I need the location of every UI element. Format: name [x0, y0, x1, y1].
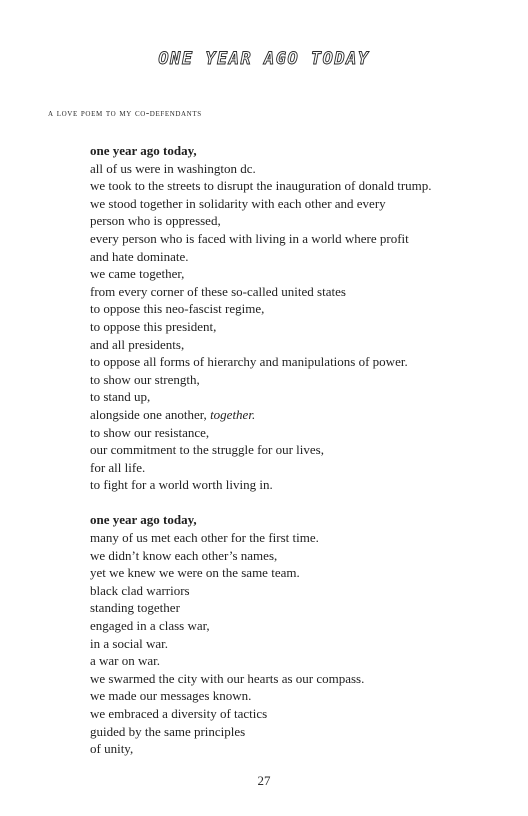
poem-line: engaged in a class war,	[90, 618, 210, 634]
poem-line: every person who is faced with living in a world where profit	[90, 230, 409, 246]
poem-line: we didn’t know each other’s names,	[90, 547, 278, 563]
stanza-opening-line: one year ago today,	[90, 143, 197, 158]
poem-line: of unity,	[90, 741, 134, 757]
poem-stanza	[90, 142, 510, 494]
poem-line: from every corner of these so-called united states	[90, 283, 346, 299]
poem-line: black clad warriors	[90, 582, 190, 598]
poem-line: to show our strength,	[90, 371, 200, 387]
poem-line: to oppose this president,	[90, 318, 217, 334]
poem-line: to show our resistance,	[90, 424, 210, 440]
poem-body	[90, 142, 510, 775]
poem-line: we came together,	[90, 266, 185, 282]
poem-line: all of us were in washington dc.	[90, 160, 256, 176]
poem-line: and all presidents,	[90, 336, 185, 352]
poem-stanza	[90, 511, 510, 757]
page-number: 27	[257, 773, 271, 788]
stanza-opening-line: one year ago today,	[90, 512, 197, 528]
poem-line: to oppose all forms of hierarchy and manipulations of power.	[90, 354, 408, 370]
poem-line: we took to the streets to disrupt the inauguration of donald trump.	[90, 178, 432, 194]
poem-line: we stood together in solidarity with each other and every	[90, 195, 386, 211]
poem-line: we swarmed the city with our hearts as our compass.	[90, 670, 365, 686]
page-title: ONE YEAR AGO TODAY	[158, 49, 370, 69]
poem-line: to oppose this neo-fascist regime,	[90, 301, 265, 317]
emphasized-word: together.	[210, 406, 256, 422]
poem-line: many of us met each other for the first time.	[90, 530, 319, 546]
poem-line: standing together	[90, 600, 180, 616]
poem-line: a war on war.	[90, 653, 161, 669]
poem-line: to stand up,	[90, 389, 151, 405]
poem-subtitle: a love poem to my co-defendants	[48, 108, 202, 119]
poem-line: for all life.	[90, 459, 146, 475]
poem-line: yet we knew we were on the same team.	[90, 565, 300, 581]
poem-line: we embraced a diversity of tactics	[90, 706, 268, 721]
poem-line: our commitment to the struggle for our lives,	[90, 442, 324, 458]
poem-line: alongside one another, together.	[90, 406, 256, 422]
poem-line: guided by the same principles	[90, 723, 246, 739]
poem-line: in a social war.	[90, 635, 168, 651]
poem-line: to fight for a world worth living in.	[90, 477, 273, 493]
poem-line: and hate dominate.	[90, 248, 189, 264]
poem-line: we made our messages known.	[90, 688, 252, 704]
poem-line: person who is oppressed,	[90, 213, 221, 229]
